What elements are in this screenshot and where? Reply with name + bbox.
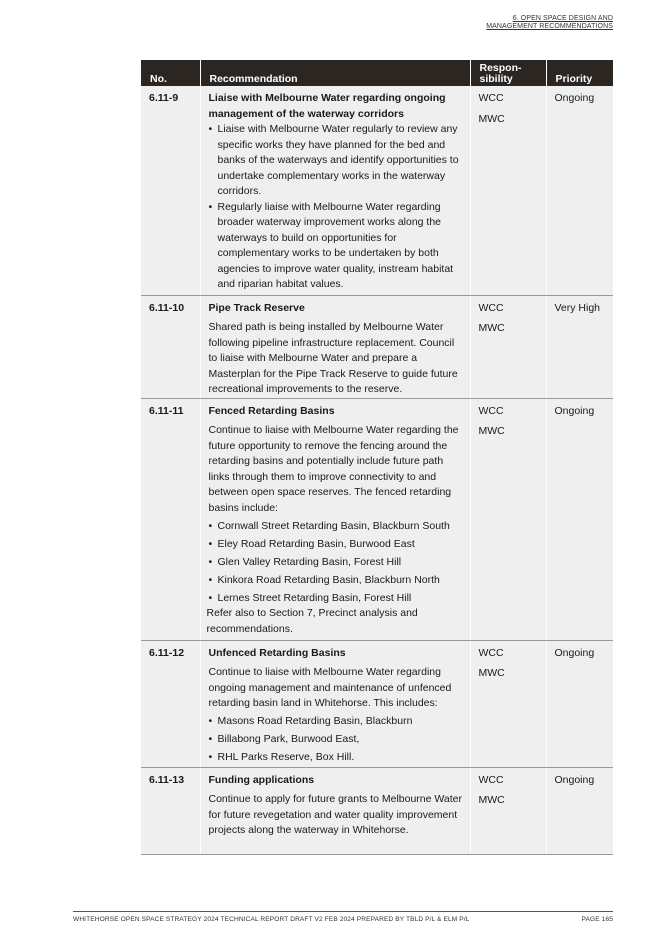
header-responsibility-line1: Respon- (479, 62, 522, 74)
bullet-item: • Glen Valley Retarding Basin, Forest Hill (209, 555, 466, 571)
table-row (141, 295, 613, 398)
recommendation-body: Continue to apply for future grants to Melbourne Water for future revegetation and water quality improvement projects along the waterway in Whitehorse. (208, 793, 462, 836)
bullet-item: • Cornwall Street Retarding Basin, Blackburn South (209, 519, 466, 535)
running-header-line1: 6. OPEN SPACE DESIGN AND (512, 15, 613, 22)
responsibility-wcc: WCC (478, 646, 504, 659)
responsibility-cell (470, 295, 546, 398)
recommendation-body: Shared path is being installed by Melbourne Water following pipeline infrastructure replacement. Council to liaise with Melbourne Water and prepare a Masterplan for the Pipe Track Reserve to guide future recreational improvements to the reserve. (208, 321, 458, 395)
table-row (141, 398, 613, 640)
row-number: 6.11-13 (141, 767, 200, 854)
recommendation-body: Continue to liaise with Melbourne Water regarding the future opportunity to remove the fencing around the retarding basins and potentially include future path links through them to improve connectivity to and between open space reserves. The fenced retarding basins include: (208, 424, 459, 514)
responsibility-wcc: WCC (478, 773, 504, 786)
recommendation-cell (200, 295, 470, 398)
responsibility-cell (470, 398, 546, 640)
bullet-item: • Liaise with Melbourne Water regularly to review any specific works they have planned for the bed and banks of the waterways and identify opportunities to undertake complementary works in the waterway corridors. (209, 122, 466, 200)
row-number: 6.11-9 (141, 86, 200, 295)
priority-cell: Ongoing (546, 398, 613, 640)
responsibility-cell (470, 640, 546, 767)
row-number: 6.11-10 (141, 295, 200, 398)
recommendation-cell (200, 398, 470, 640)
responsibility-mwc: MWC (478, 425, 505, 437)
recommendation-cell (200, 767, 470, 854)
refer-note: Refer also to Section 7, Precinct analysis and recommendations. (206, 607, 418, 635)
bullet-item: • Masons Road Retarding Basin, Blackburn (209, 714, 466, 730)
responsibility-mwc: MWC (478, 667, 505, 679)
table-header-row (141, 60, 613, 86)
priority-cell: Ongoing (546, 86, 613, 295)
bullet-list (209, 519, 466, 607)
responsibility-wcc: WCC (478, 404, 504, 417)
footer-report-title: WHITEHORSE OPEN SPACE STRATEGY 2024 TECHNICAL REPORT DRAFT V2 FEB 2024 PREPARED BY TBLD P/L & ELM P/L (73, 916, 470, 923)
responsibility-wcc: WCC (478, 92, 504, 104)
recommendation-title: Funding applications (208, 773, 315, 786)
header-recommendation: Recommendation (200, 60, 470, 86)
responsibility-wcc: WCC (478, 301, 504, 314)
running-header (486, 15, 613, 31)
running-header-line2: MANAGEMENT RECOMMENDATIONS (486, 23, 613, 30)
row-number: 6.11-11 (141, 398, 200, 640)
recommendation-title-line2: management of the waterway corridors (208, 107, 404, 120)
bullet-item: • Kinkora Road Retarding Basin, Blackburn North (209, 573, 466, 589)
page-footer (73, 911, 613, 923)
recommendation-cell (200, 640, 470, 767)
responsibility-mwc: MWC (478, 322, 505, 334)
priority-cell: Very High (546, 295, 613, 398)
bullet-item: • Regularly liaise with Melbourne Water regarding broader waterway improvement works along the waterways to build on opportunities for complementary works to be undertaken by both agencies to improve water quality, instream habitat and riparian habitat values. (209, 200, 466, 293)
recommendation-title (209, 91, 466, 122)
bullet-item: • Eley Road Retarding Basin, Burwood East (209, 537, 466, 553)
table-row (141, 86, 613, 295)
bullet-item: • Billabong Park, Burwood East, (209, 732, 466, 748)
recommendation-cell (200, 86, 470, 295)
responsibility-mwc: MWC (478, 112, 505, 125)
bullet-item: • RHL Parks Reserve, Box Hill. (209, 750, 466, 766)
recommendation-body: Continue to liaise with Melbourne Water regarding ongoing management and maintenance of unfenced retarding basin land in Whitehorse. This includes: (208, 666, 452, 709)
table-row (141, 767, 613, 854)
bullet-list (209, 122, 466, 293)
recommendation-title: Unfenced Retarding Basins (208, 646, 346, 659)
priority-cell: Ongoing (546, 767, 613, 854)
responsibility-cell (470, 767, 546, 854)
header-responsibility-line2: sibility (479, 73, 513, 85)
priority-cell: Ongoing (546, 640, 613, 767)
header-priority: Priority (546, 60, 613, 86)
bullet-item: • Lernes Street Retarding Basin, Forest Hill (209, 591, 466, 607)
table-row (141, 640, 613, 767)
footer-page-number: PAGE 165 (581, 916, 613, 923)
header-no: No. (141, 60, 200, 86)
header-responsibility (470, 60, 546, 86)
row-number: 6.11-12 (141, 640, 200, 767)
responsibility-mwc: MWC (478, 794, 505, 806)
recommendations-table (141, 60, 613, 855)
recommendation-title: Fenced Retarding Basins (208, 404, 335, 417)
bullet-list (209, 714, 466, 766)
recommendation-title-line1: Liaise with Melbourne Water regarding ongoing (208, 92, 446, 104)
responsibility-cell (470, 86, 546, 295)
recommendation-title: Pipe Track Reserve (208, 301, 305, 314)
